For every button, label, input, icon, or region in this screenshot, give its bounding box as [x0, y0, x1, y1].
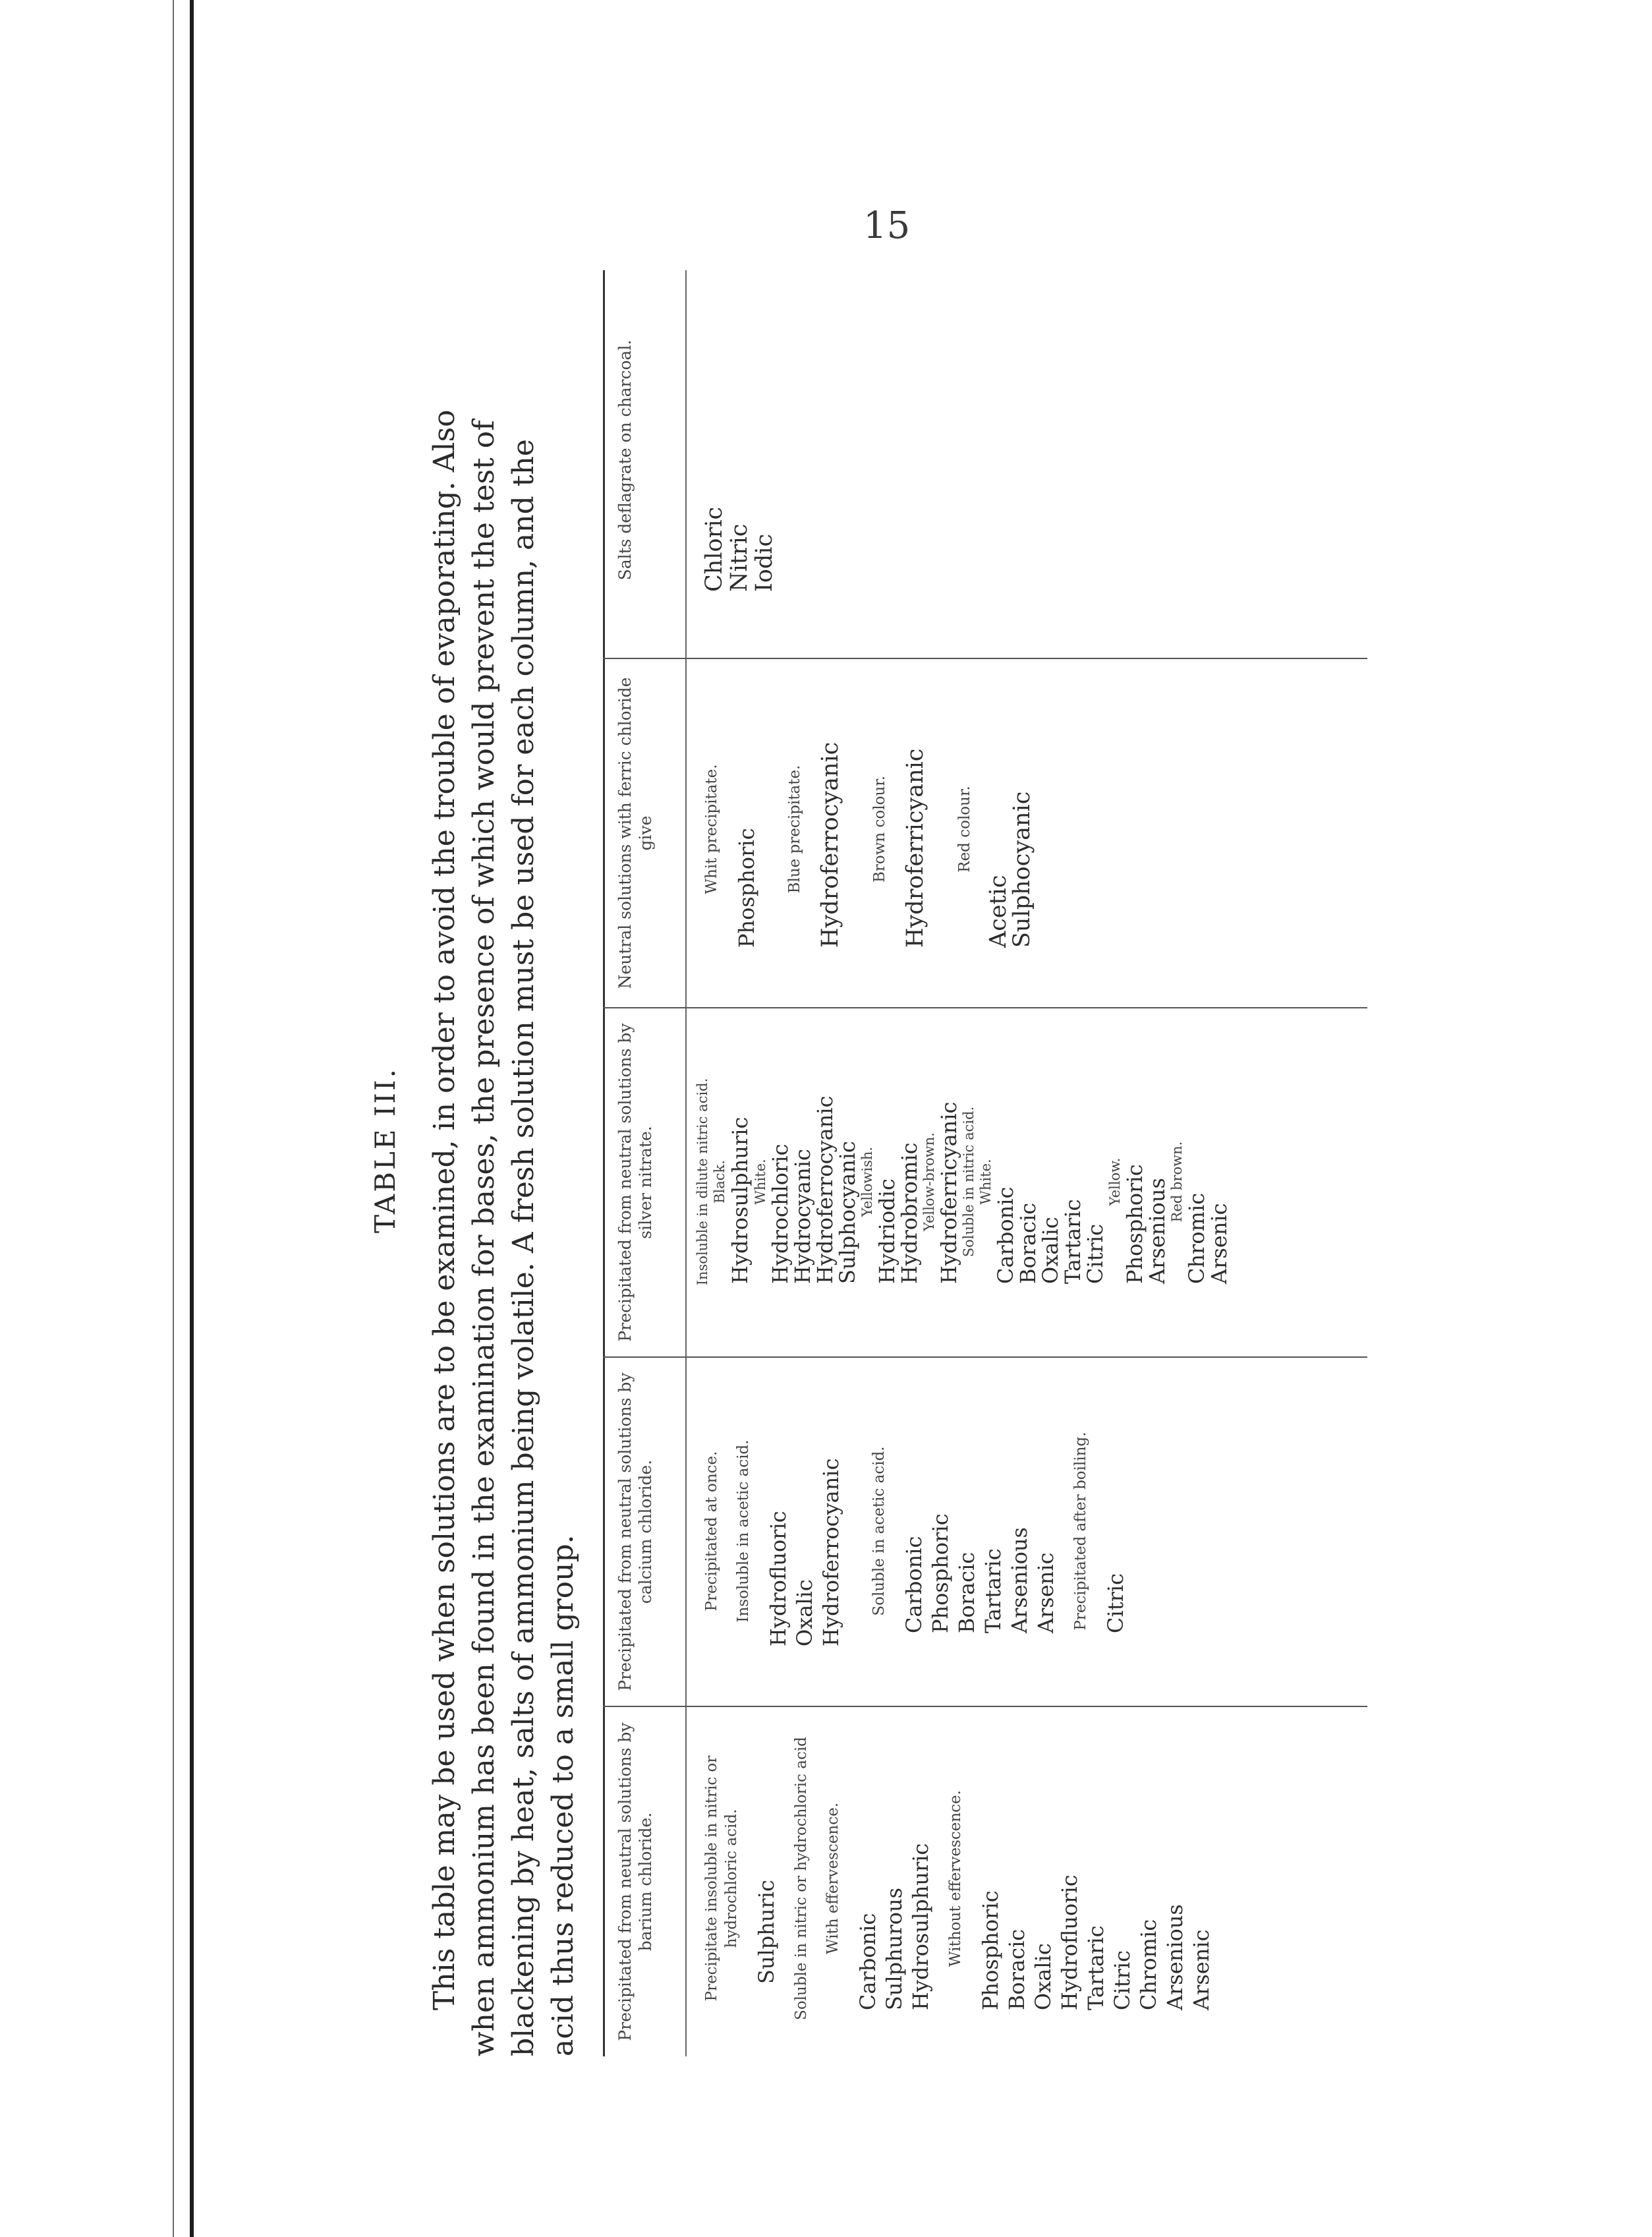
acid-name: Tartaric — [1060, 1199, 1085, 1284]
acid-name: Sulphurous — [882, 1887, 907, 2010]
acid-name: Hydriodic — [874, 1178, 899, 1284]
acid-name: Arsenic — [1207, 1203, 1232, 1284]
column-entries — [702, 1720, 1214, 2037]
entry-note: Blue precipitate. — [786, 765, 803, 894]
acid-name: Phosphoric — [978, 1890, 1003, 2010]
entry-note: Precipitated after boiling. — [1072, 1432, 1089, 1631]
acid-name: Chromic — [1136, 1919, 1161, 2010]
entry-note: Red colour. — [956, 786, 973, 873]
entry-note: Soluble in nitric acid. — [961, 1106, 977, 1258]
acid-name: Phosphoric — [928, 1513, 953, 1633]
column-entries — [702, 671, 1034, 987]
entry-note: Yellow. — [1107, 1157, 1123, 1206]
acid-name: Hydrosulphuric — [727, 1117, 753, 1284]
acid-name: Citric — [1083, 1223, 1108, 1284]
acid-name: Sulphocyanic — [1009, 791, 1035, 948]
acid-name: Sulphuric — [754, 1880, 779, 1984]
table-title: TABLE III. — [369, 1067, 401, 1233]
acid-name: Arsenious — [1145, 1178, 1170, 1284]
intro-paragraph — [425, 290, 583, 2056]
intro-line: when ammonium has been found in the examination for bases, the presence of which would prevent the test of — [467, 420, 501, 2056]
column-entries — [694, 1027, 1230, 1337]
acid-name: Hydrochloric — [768, 1144, 793, 1284]
acid-name: Hydrobromic — [897, 1142, 922, 1284]
acid-name: Citric — [1110, 1950, 1135, 2010]
entry-note: Brown colour. — [871, 775, 888, 883]
acid-name: Carbonic — [993, 1186, 1018, 1284]
acid-name: Tartaric — [981, 1548, 1006, 1633]
entry-note: Soluble in acetic acid. — [870, 1446, 888, 1616]
acid-name: Carbonic — [901, 1536, 926, 1633]
acid-name: Hydroferrocyanic — [817, 741, 843, 948]
acid-name: Chloric — [701, 506, 727, 592]
acid-name: Boracic — [1015, 1202, 1040, 1284]
intro-line: acid thus reduced to a small group. — [546, 1534, 580, 2056]
column-divider — [603, 1007, 1367, 1008]
spine-line — [173, 0, 174, 2237]
entry-note: With effervescence. — [824, 1802, 841, 1955]
acid-name: Sulphocyanic — [835, 1141, 860, 1284]
book-spine — [0, 0, 198, 2237]
entry-note: Insoluble in acetic acid. — [735, 1439, 752, 1623]
page-number: 15 — [863, 204, 911, 247]
acid-name: Hydrocyanic — [790, 1149, 815, 1284]
acid-name: Iodic — [751, 533, 778, 592]
column-header: Salts deflagrate on charcoal. — [615, 339, 635, 581]
column-header: Precipitated from neutral solutions by barium chloride. — [615, 1722, 655, 2041]
acid-name: Oxalic — [1038, 1217, 1063, 1284]
entry-note: White. — [753, 1159, 768, 1205]
entry-note: Yellow-brown. — [921, 1132, 937, 1231]
acid-name: Arsenic — [1033, 1552, 1058, 1633]
acid-name: Hydroferrocyanic — [812, 1095, 838, 1284]
entry-note: Precipitated at once. — [703, 1451, 720, 1612]
acid-name: Hydrofluoric — [766, 1511, 791, 1646]
header-rule — [685, 270, 687, 2056]
acid-name: Boracic — [1004, 1929, 1029, 2010]
entry-note: Whit precipitate. — [703, 764, 720, 894]
table-top-rule — [603, 270, 605, 2056]
entry-note: Yellowish. — [859, 1146, 875, 1217]
entry-note: Black. — [712, 1160, 727, 1204]
entry-note: Red brown. — [1169, 1141, 1185, 1223]
acid-name: Arsenious — [1007, 1527, 1032, 1633]
acid-name: Acetic — [985, 875, 1011, 948]
column-header: Neutral solutions with ferric chloride give — [615, 677, 655, 989]
acid-name: Oxalic — [792, 1579, 817, 1646]
spine-edge — [190, 0, 194, 2237]
acid-name: Phosphoric — [1122, 1164, 1147, 1284]
acid-name: Carbonic — [855, 1913, 880, 2010]
acid-table — [603, 244, 1394, 2056]
entry-note: Soluble in nitric or hydrochloric acid — [793, 1737, 810, 2020]
entry-note: Precipitate insoluble in nitric or hydrochloric acid. — [703, 1755, 740, 2002]
column-header: Precipitated from neutral solutions by silver nitrate. — [615, 1023, 655, 1342]
entry-note: White. — [978, 1159, 994, 1205]
rotated-page-content — [369, 244, 1410, 2056]
acid-name: Arsenious — [1162, 1904, 1187, 2010]
acid-name: Hydroferricyanic — [902, 748, 928, 948]
acid-name: Chromic — [1184, 1192, 1209, 1284]
entry-note: Insoluble in dilute nitric acid. — [695, 1078, 710, 1286]
entry-note: Without effervescence. — [947, 1790, 964, 1967]
acid-name: Hydrofluoric — [1057, 1874, 1082, 2010]
acid-name: Hydroferricyanic — [936, 1101, 961, 1284]
intro-line: blackening by heat, salts of ammonium being volatile. A fresh solution must be used for each column, and the — [507, 439, 540, 2056]
acid-name: Hydroferrocyanic — [818, 1458, 843, 1646]
column-divider — [603, 1706, 1367, 1707]
acid-name: Phosphoric — [734, 828, 759, 948]
column-entries — [702, 302, 777, 592]
acid-name: Arsenic — [1189, 1929, 1214, 2010]
acid-name: Citric — [1103, 1573, 1128, 1633]
column-header: Precipitated from neutral solutions by calcium chloride. — [615, 1372, 655, 1691]
acid-name: Boracic — [954, 1552, 979, 1633]
column-entries — [702, 1376, 1129, 1686]
column-divider — [603, 658, 1367, 659]
acid-name: Nitric — [726, 523, 753, 592]
acid-name: Oxalic — [1031, 1943, 1056, 2010]
acid-name: Tartaric — [1083, 1925, 1108, 2010]
intro-line: This table may be used when solutions are to be examined, in order to avoid the trouble of evaporating. Also — [428, 409, 461, 2010]
column-divider — [603, 1356, 1367, 1358]
acid-name: Hydrosulphuric — [908, 1843, 933, 2010]
